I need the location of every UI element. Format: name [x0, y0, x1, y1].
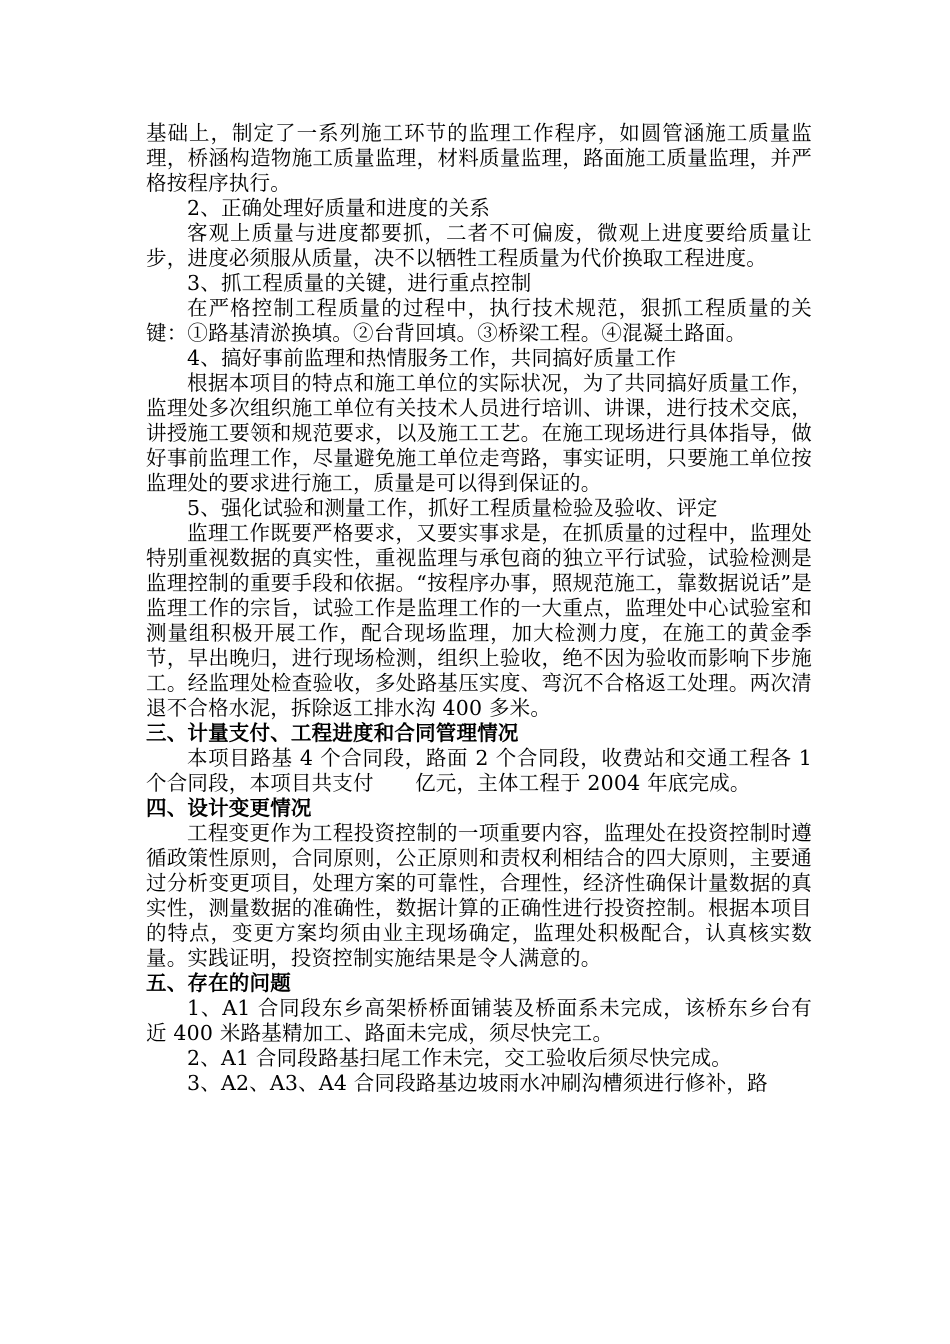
list-item: 2、A1 合同段路基扫尾工作未完，交工验收后须尽快完成。 [187, 1046, 733, 1070]
section-heading: 五、存在的问题 [146, 971, 291, 995]
paragraph: 监理工作既要严格要求，又要实事求是，在抓质量的过程中，监理处特别重视数据的真实性，重视监理与承包商的独立平行试验，试验检测是监理控制的重要手段和依据。“按程序办事，照规范施工，靠数据说话”是监理工作的宗旨，试验工作是监理工作的一大重点，监理处中心试验室和测量组积极开展工作，配合现场监理，加大检测力度，在施工的黄金季节，早出晚归，进行现场检测，组织上验收，绝不因为验收而影响下步施工。经监理处检查验收，多处路基压实度、弯沉不合格返工处理。两次清退不合格水泥，拆除返工排水沟 400 多米。 [146, 521, 812, 720]
list-item: 1、A1 合同段东乡高架桥桥面铺装及桥面系未完成，该桥东乡台有近 400 米路基精加工、路面未完成，须尽快完工。 [146, 996, 812, 1045]
section-subheading: 2、正确处理好质量和进度的关系 [187, 196, 491, 220]
paragraph: 工程变更作为工程投资控制的一项重要内容，监理处在投资控制时遵循政策性原则，合同原则，公正原则和责权利相结合的四大原则，主要通过分析变更项目，处理方案的可靠性，合理性，经济性确保计量数据的真实性，测量数据的准确性，数据计算的正确性进行投资控制。根据本项目的特点，变更方案均须由业主现场确定，监理处积极配合，认真核实数量。实践证明，投资控制实施结果是令人满意的。 [146, 821, 812, 970]
paragraph: 基础上，制定了一系列施工环节的监理工作程序，如圆管涵施工质量监理，桥涵构造物施工质量监理，材料质量监理，路面施工质量监理，并严格按程序执行。 [146, 121, 812, 195]
paragraph: 客观上质量与进度都要抓，二者不可偏废，微观上进度要给质量让步，进度必须服从质量，决不以牺牲工程质量为代价换取工程进度。 [146, 221, 812, 270]
paragraph: 根据本项目的特点和施工单位的实际状况，为了共同搞好质量工作，监理处多次组织施工单位有关技术人员进行培训、讲课，进行技术交底，讲授施工要领和规范要求，以及施工工艺。在施工现场进行具体指导，做好事前监理工作，尽量避免施工单位走弯路，事实证明，只要施工单位按监理处的要求进行施工，质量是可以得到保证的。 [146, 371, 812, 495]
section-subheading: 3、抓工程质量的关键，进行重点控制 [187, 271, 532, 295]
list-item: 3、A2、A3、A4 合同段路基边坡雨水冲刷沟槽须进行修补，路 [187, 1071, 768, 1095]
document-page [146, 121, 812, 1096]
paragraph: 本项目路基 4 个合同段，路面 2 个合同段，收费站和交通工程各 1 个合同段，本项目共支付 亿元，主体工程于 2004 年底完成。 [146, 746, 812, 795]
section-heading: 四、设计变更情况 [146, 796, 312, 820]
paragraph: 在严格控制工程质量的过程中，执行技术规范，狠抓工程质量的关键：①路基清淤换填。②台背回填。③桥梁工程。④混凝土路面。 [146, 296, 812, 345]
section-heading: 三、计量支付、工程进度和合同管理情况 [146, 721, 519, 745]
section-subheading: 4、搞好事前监理和热情服务工作，共同搞好质量工作 [187, 346, 677, 370]
section-subheading: 5、强化试验和测量工作，抓好工程质量检验及验收、评定 [187, 496, 718, 520]
